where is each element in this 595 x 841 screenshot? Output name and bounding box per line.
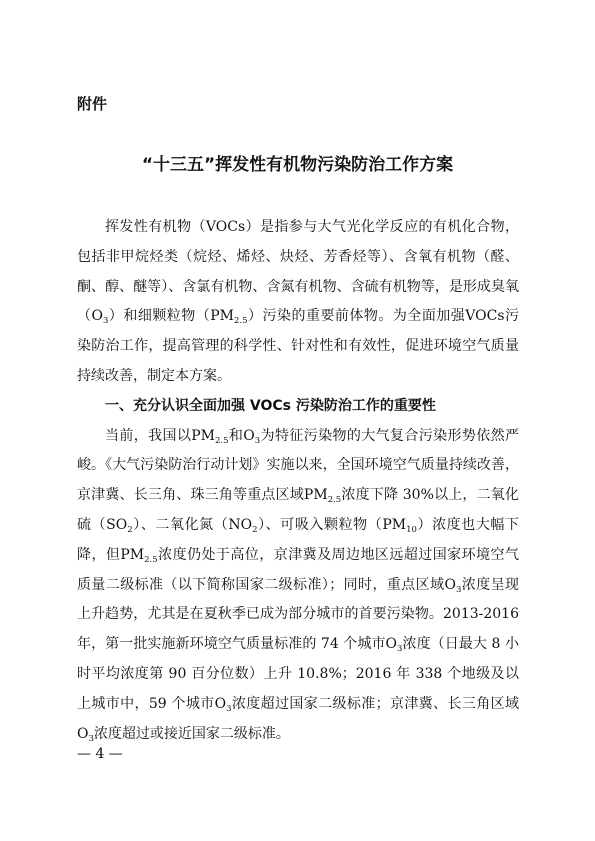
page-number: — 4 — bbox=[77, 746, 123, 762]
paragraph-current-situation bbox=[77, 422, 519, 750]
subscript: 2 bbox=[252, 524, 258, 535]
subscript: 3 bbox=[254, 435, 261, 446]
attachment-label: 附件 bbox=[77, 95, 108, 113]
text-run: ）和细颗粒物（PM bbox=[108, 308, 235, 325]
text-run: 浓度超过国家二级标准；京津冀、长三角区域O bbox=[77, 695, 519, 742]
subscript: 3 bbox=[226, 703, 232, 714]
subscript: 2.5 bbox=[215, 435, 229, 446]
section-heading-1: 一、充分认识全面加强 VOCs 污染防治工作的重要性 bbox=[105, 397, 436, 414]
subscript: 3 bbox=[88, 733, 94, 744]
text-run: 浓度呈现上升趋势，尤其是在夏秋季已成为部分城市的首要污染物。2013-2016 年，第一批实施新环境空气质量标准的 74 个城市O bbox=[77, 576, 520, 653]
text-run: 为特征污染物的大气复合污染形势依然严峻。《大气污染防治行动计划》实施以来，全国环境空气质量持续改善，京津冀、长三角、珠三角等重点区域PM bbox=[77, 427, 519, 504]
subscript: 3 bbox=[102, 316, 109, 327]
text-run: 浓度（日最大 8 小时平均浓度第 90 百分位数）上升 10.8%；2016 年 338 个地级及以上城市中，59 个城市O bbox=[77, 636, 519, 712]
subscript: 2 bbox=[127, 524, 133, 535]
document-title: “十三五”挥发性有机物污染防治工作方案 bbox=[141, 155, 454, 175]
text-run: 和O bbox=[228, 427, 255, 444]
subscript: 2.5 bbox=[144, 554, 158, 565]
text-run: 当前，我国以PM bbox=[105, 427, 216, 444]
text-run: 浓度仍处于高位，京津冀及周边地区远超过国家环境空气质量二级标准（以下简称国家二级标准）；同时，重点区域O bbox=[77, 546, 519, 593]
paragraph-vocs-definition bbox=[77, 213, 519, 392]
text-run: ）、二氧化氮（NO bbox=[132, 516, 253, 533]
subscript: 3 bbox=[455, 584, 462, 595]
text-run: 浓度下降 30%以上，二氧化硫（SO bbox=[77, 487, 519, 533]
subscript: 2.5 bbox=[234, 316, 248, 327]
subscript: 10 bbox=[406, 524, 417, 535]
text-run: 浓度超过或接近国家二级标准。 bbox=[93, 725, 290, 742]
subscript: 2.5 bbox=[327, 495, 342, 506]
subscript: 3 bbox=[397, 644, 403, 655]
document-body bbox=[77, 213, 519, 749]
text-run: ）、可吸入颗粒物（PM bbox=[257, 516, 407, 533]
text-run: 挥发性有机物（VOCs）是指参与大气光化学反应的有机化合物，包括非甲烷烃类（烷烃、烯烃、炔烃、芳香烃等）、含氧有机物（醛、酮、醇、醚等）、含氯有机物、含氮有机物、含硫有机物等，是形成臭氧（O bbox=[77, 219, 519, 325]
text-run: ）污染的重要前体物。为全面加强VOCs污染防治工作，提高管理的科学性、针对性和有效性，促进环境空气质量持续改善，制定本方案。 bbox=[77, 308, 519, 384]
text-run: ）浓度也大幅下降，但PM bbox=[77, 516, 520, 563]
